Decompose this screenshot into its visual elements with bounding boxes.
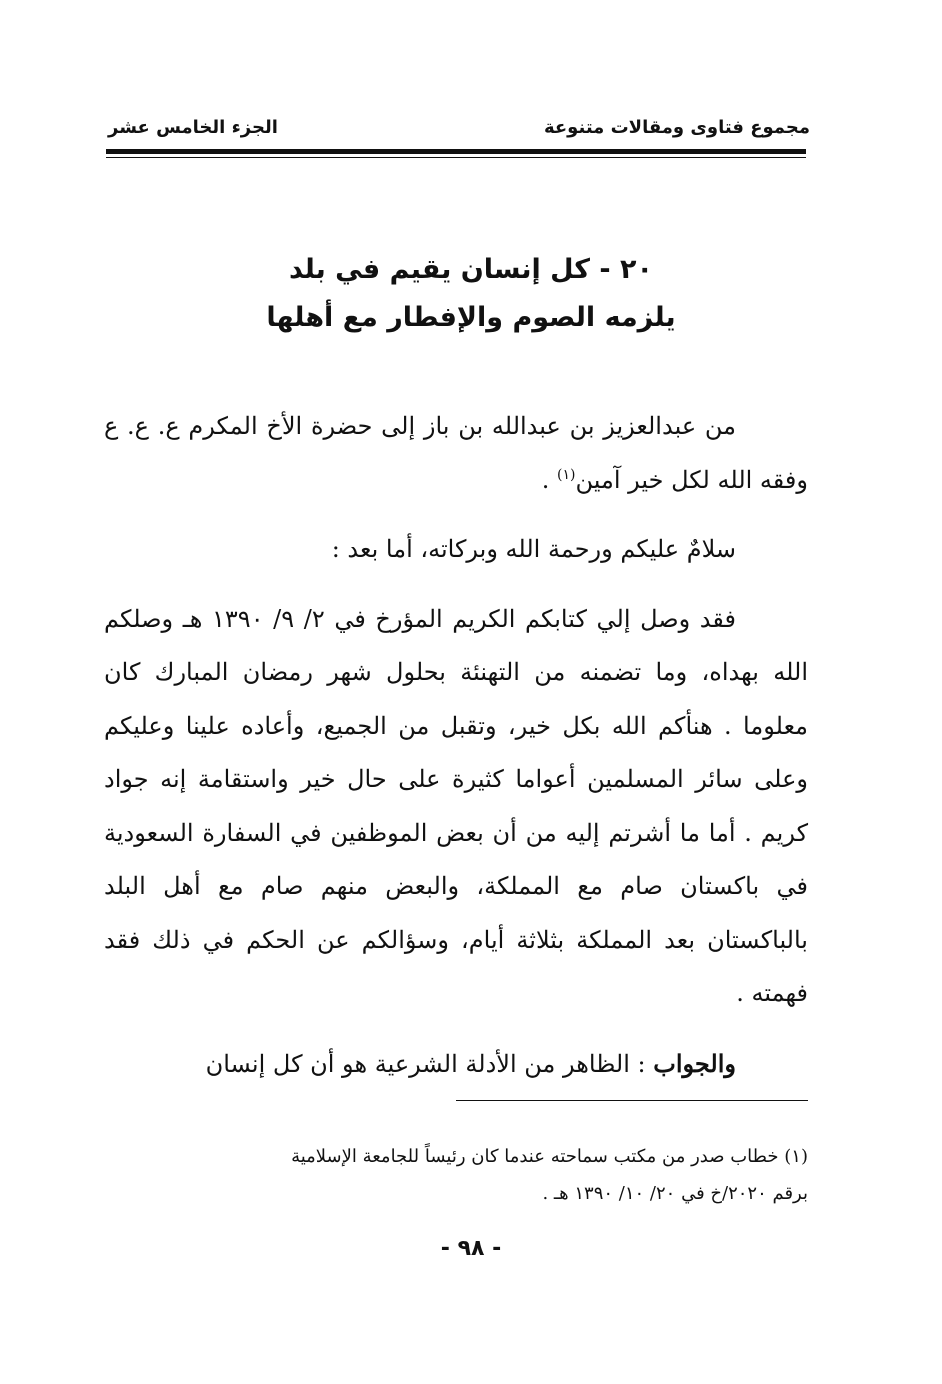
salutation-text: من عبدالعزيز بن عبدالله بن باز إلى حضرة الأخ المكرم ع. ع. ع وفقه الله لكل خير آمين	[104, 412, 808, 494]
page-number: - ٩٨ -	[440, 1236, 502, 1261]
article-title	[150, 246, 792, 342]
footnote-line-1: (١) خطاب صدر من مكتب سماحته عندما كان رئيساً للجامعة الإسلامية	[291, 1146, 808, 1167]
running-header	[108, 112, 810, 142]
footnote-line-2: برقم ٢٠٢٠/خ في ٢٠/ ١٠/ ١٣٩٠ هـ .	[542, 1183, 808, 1204]
book-title: مجموع فتاوى ومقالات متنوعة	[543, 116, 810, 138]
footnote-marker: (١)	[557, 466, 576, 483]
answer-paragraph	[104, 1037, 808, 1092]
greeting-paragraph: سلامٌ عليكم ورحمة الله وبركاته، أما بعد :	[331, 535, 736, 563]
article-body	[104, 400, 808, 1091]
article-title-line-1: ٢٠ - كل إنسان يقيم في بلد	[289, 254, 653, 285]
volume-label: الجزء الخامس عشر	[108, 116, 278, 138]
salutation-paragraph	[104, 400, 808, 507]
header-rule-thick	[106, 149, 806, 154]
salutation-end: .	[541, 465, 550, 494]
footnote-rule	[456, 1100, 808, 1101]
answer-label: والجواب	[653, 1048, 736, 1078]
header-rule-thin	[106, 157, 806, 158]
footnote	[104, 1138, 808, 1212]
letter-paragraph: فقد وصل إلي كتابكم الكريم المؤرخ في ٢/ ٩/ ١٣٩٠ هـ وصلكم الله بهداه، وما تضمنه من التهنئة بحلول شهر رمضان المبارك كان معلوما . هنأكم الله بكل خير، وتقبل من الجميع، وأعاده علينا وعليكم وعلى سائر المسلمين أعواما كثيرة على حال خير واستقامة إنه جواد كريم . أما ما أشرتم إليه من أن بعض الموظفين في السفارة السعودية في باكستان صام مع المملكة، والبعض منهم صام مع أهل البلد بالباكستان بعد المملكة بثلاثة أيام، وسؤالكم عن الحكم في ذلك فقد فهمته .	[104, 604, 808, 1007]
article-title-line-2: يلزمه الصوم والإفطار مع أهلها	[266, 302, 676, 333]
answer-text: : الظاهر من الأدلة الشرعية هو أن كل إنسان	[205, 1049, 646, 1078]
